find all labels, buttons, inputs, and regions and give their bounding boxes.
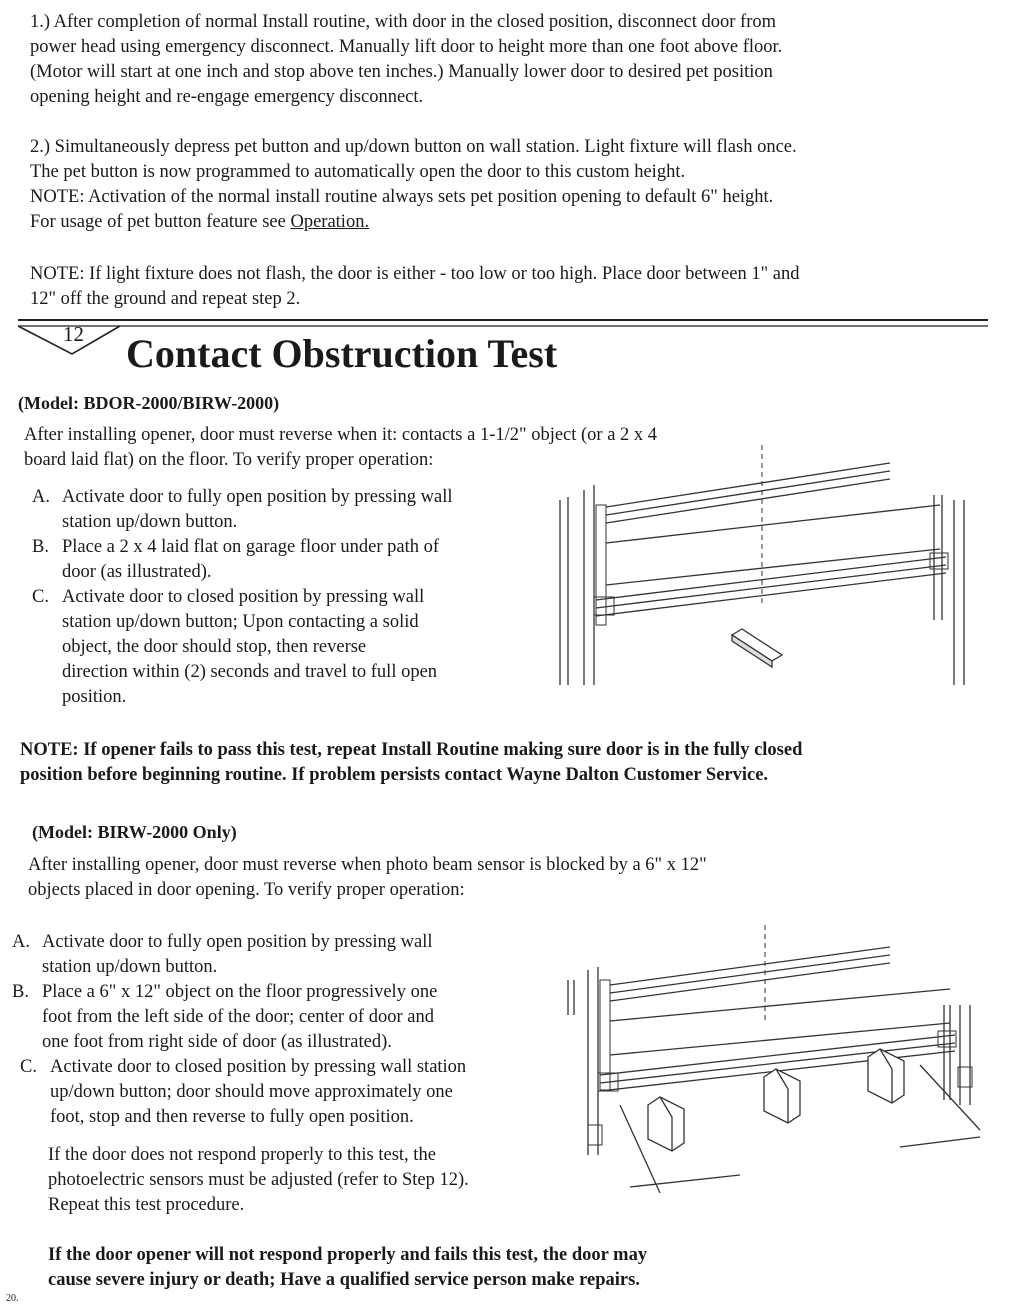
step-line: position.: [62, 687, 127, 707]
step-label: B.: [32, 537, 49, 557]
intro-line: After installing opener, door must reverse when photo beam sensor is blocked by a 6" x 12": [28, 855, 707, 875]
step2-text: [30, 135, 797, 235]
test2-steps: [12, 930, 552, 1130]
followup-text: [48, 1143, 469, 1218]
model-heading-1: (Model: BDOR-2000/BIRW-2000): [18, 393, 280, 413]
intro-line: After installing opener, door must reverse when it: contacts a 1-1/2" object (or a 2 x 4: [24, 425, 658, 445]
step-line: object, the door should stop, then reverse: [62, 637, 367, 657]
door-2x4-illustration: [550, 445, 980, 695]
note-line: NOTE: If opener fails to pass this test, repeat Install Routine making sure door is in the fully closed: [20, 740, 803, 760]
note-line: NOTE: If light fixture does not flash, the door is either - too low or too high. Place door between 1" and: [30, 264, 800, 284]
warning-line: If the door opener will not respond properly and fails this test, the door may: [48, 1245, 648, 1265]
step-line: up/down button; door should move approximately one: [50, 1082, 453, 1102]
step-label: C.: [20, 1057, 37, 1077]
step-line: one foot from right side of door (as illustrated).: [42, 1032, 392, 1052]
intro-note: [30, 262, 799, 312]
step2-line: For usage of pet button feature see: [30, 212, 291, 232]
step-item-b: [12, 980, 552, 1055]
step-line: Place a 6" x 12" object on the floor progressively one: [42, 982, 438, 1002]
note-line: position before beginning routine. If problem persists contact Wayne Dalton Customer Service.: [20, 765, 769, 785]
step-item-c: [20, 1055, 552, 1130]
door-photo-beam-illustration: [560, 925, 990, 1215]
step-label: C.: [32, 587, 49, 607]
step-line: station up/down button; Upon contacting a solid: [62, 612, 419, 632]
step-item-a: [32, 485, 542, 535]
operation-link[interactable]: Operation.: [290, 212, 370, 232]
step-line: Place a 2 x 4 laid flat on garage floor under path of: [62, 537, 440, 557]
step-line: foot from the left side of the door; center of door and: [42, 1007, 434, 1027]
step-line: foot, stop and then reverse to fully open position.: [50, 1107, 414, 1127]
test2-intro: [28, 853, 707, 903]
step2-line: 2.) Simultaneously depress pet button and up/down button on wall station. Light fixture will flash once.: [30, 137, 797, 157]
step1-line: 1.) After completion of normal Install routine, with door in the closed position, disconnect door from: [30, 12, 777, 32]
step1-line: (Motor will start at one inch and stop above ten inches.) Manually lower door to desired pet position: [30, 62, 773, 82]
followup-line: If the door does not respond properly to this test, the: [48, 1145, 436, 1165]
step1-line: opening height and re-engage emergency disconnect.: [30, 87, 424, 107]
page-title: Contact Obstruction Test: [126, 331, 558, 376]
step-label: B.: [12, 982, 29, 1002]
step-line: station up/down button.: [62, 512, 238, 532]
step-line: Activate door to closed position by pressing wall: [62, 587, 425, 607]
step-number: 12: [63, 322, 84, 346]
test1-steps: [32, 485, 542, 710]
warning-note: [20, 738, 802, 788]
step1-text: [30, 10, 782, 110]
intro-line: board laid flat) on the floor. To verify proper operation:: [24, 450, 434, 470]
step-label: A.: [12, 932, 30, 952]
step2-line: NOTE: Activation of the normal install routine always sets pet position opening to default 6" height.: [30, 187, 774, 207]
warning-line: cause severe injury or death; Have a qualified service person make repairs.: [48, 1270, 640, 1290]
step2-line: The pet button is now programmed to automatically open the door to this custom height.: [30, 162, 686, 182]
followup-line: photoelectric sensors must be adjusted (refer to Step 12).: [48, 1170, 469, 1190]
step-item-b: [32, 535, 542, 585]
final-warning: [48, 1243, 647, 1293]
page-number: 20.: [6, 1293, 19, 1304]
step-line: Activate door to fully open position by pressing wall: [42, 932, 433, 952]
step-label: A.: [32, 487, 50, 507]
step-line: door (as illustrated).: [62, 562, 212, 582]
model-heading-2: (Model: BIRW-2000 Only): [32, 822, 237, 842]
step-line: Activate door to closed position by pressing wall station: [50, 1057, 467, 1077]
note-line: 12" off the ground and repeat step 2.: [30, 289, 301, 309]
intro-line: objects placed in door opening. To verify proper operation:: [28, 880, 465, 900]
step-item-a: [12, 930, 552, 980]
step-item-c: [32, 585, 542, 710]
step1-line: power head using emergency disconnect. Manually lift door to height more than one foot above floor.: [30, 37, 783, 57]
followup-line: Repeat this test procedure.: [48, 1195, 245, 1215]
step-line: direction within (2) seconds and travel to full open: [62, 662, 438, 682]
step-line: station up/down button.: [42, 957, 218, 977]
step-line: Activate door to fully open position by pressing wall: [62, 487, 453, 507]
